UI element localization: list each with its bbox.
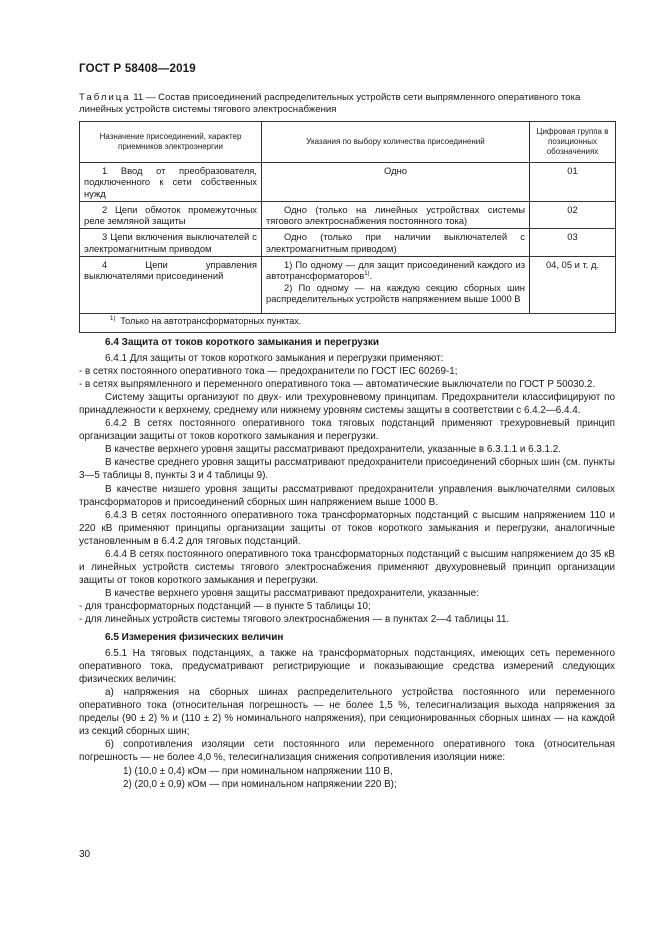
instruction-line: 1) По одному — для защит присоединений каждого из автотрансформаторов$^{1)}$. [266, 259, 525, 282]
body-text [79, 336, 615, 791]
table-cell: 02 [530, 201, 616, 229]
paragraph: 1) (10,0 ± 0,4) кОм — при номинальном напряжении 110 В, [123, 765, 393, 777]
paragraph: а) напряжения на сборных шинах распределительного устройства постоянного или переменного оперативного тока (относительная погрешность — не более 1,5 %, телесигнализация выхода напряжения за пределы (90 ± 2) % и (110 ± 2) % номинального напряжения), при секционированных сборных шинах — на каждой из секций сборных шин; [79, 687, 615, 738]
table-cell: 1 Ввод от преобразователя, подключенного к сети собственных нужд [80, 163, 262, 202]
paragraph: В качестве низшего уровня защиты рассматривают предохранители управления выключателями силовых трансформаторов и присоединений сборных шин напряжением выше 1000 В. [79, 483, 615, 508]
table-row [80, 229, 616, 257]
table-footnote: $^{1)}$ Только на автотрансформаторных пунктах. [80, 314, 616, 333]
table-cell: 4 Цепи управления выключателями присоединений [80, 257, 262, 314]
table-11 [79, 121, 616, 333]
table-footnote-row [80, 314, 616, 333]
paragraph: - в сетях постоянного оперативного тока — предохранители по ГОСТ IEC 60269-1; [79, 366, 458, 378]
paragraph: 6.4.2 В сетях постоянного оперативного тока тяговых подстанций применяют трехуровневый принцип организации защиты от токов короткого замыкания и перегрузки. [79, 418, 615, 443]
paragraph: В качестве верхнего уровня защиты рассматривают предохранители, указанные: [105, 587, 479, 599]
paragraph: В качестве среднего уровня защиты рассматривают предохранители присоединений сборных шин (см. пункты 3—5 таблицы 8, пункты 3 и 4 таблицы 9). [79, 457, 615, 482]
table-header-row [80, 122, 616, 163]
paragraph: Систему защиты организуют по двух- или трехуровневому принципам. Предохранители классифицируют по принадлежности к верхнему, среднему или нижнему уровням системы защиты в соответствии с 6.4.2—6.4.4. [79, 392, 615, 417]
section-heading: 6.4 Защита от токов короткого замыкания и перегрузки [105, 337, 379, 348]
table-cell: 3 Цепи включения выключателей с электромагнитным приводом [80, 229, 262, 257]
paragraph: 6.4.1 Для защиты от токов короткого замыкания и перегрузки применяют: [105, 353, 444, 365]
table-cell: 01 [530, 163, 616, 202]
column-header: Цифровая группа в позиционных обозначениях [530, 122, 616, 163]
page-number: 30 [79, 849, 91, 860]
column-header: Назначение присоединений, характер приемников электроэнергии [80, 122, 262, 163]
table-row [80, 257, 616, 314]
section-heading: 6.5 Измерения физических величин [105, 632, 284, 644]
table-cell: 2 Цепи обмоток промежуточных реле земляной защиты [80, 201, 262, 229]
paragraph: 6.4.4 В сетях постоянного оперативного тока трансформаторных подстанций с высшим напряжением до 35 кВ и линейных устройств системы тягового электроснабжения применяют двухуровневый принцип организации защиты от токов короткого замыкания и перегрузки. [79, 548, 615, 586]
table-row [80, 163, 616, 202]
paragraph: - для линейных устройств системы тягового электроснабжения — в пунктах 2—4 таблицы 11. [79, 613, 510, 625]
footnote-mark: 1) [110, 316, 116, 323]
paragraph: 6.5.1 На тяговых подстанциях, а также на трансформаторных подстанциях, имеющих сеть переменного оперативного тока, предусматривают регистрирующие и показывающие средства измерений следующих физических величин: [79, 648, 615, 686]
paragraph: 2) (20,0 ± 0,9) кОм — при номинальном напряжении 220 В); [123, 778, 397, 790]
table-cell: 04, 05 и т. д. [530, 257, 616, 314]
footnote-ref: 1) [364, 271, 370, 278]
paragraph: 6.4.3 В сетях постоянного оперативного тока трансформаторных подстанций с высшим напряжением 110 и 220 кВ применяют принципы организации защиты от токов короткого замыкания и перегрузки, аналогичные установленным в 6.4.2 для тяговых подстанций. [79, 509, 615, 547]
instruction-line: 2) По одному — на каждую секцию сборных шин распределительных устройств напряжением выше 1000 В [266, 281, 525, 304]
caption-prefix: Таблица [79, 92, 131, 103]
table-cell: Одно (только на линейных устройствах системы тягового электроснабжения постоянного тока) [262, 201, 530, 229]
table-cell: Одно (только при наличии выключателей с электромагнитным приводом) [262, 229, 530, 257]
paragraph: б) сопротивления изоляции сети постоянного или переменного оперативного тока (относительная погрешность — не более 4,0 %, телесигнализация снижения сопротивления изоляции ниже: [79, 739, 615, 764]
caption-text: 11 — Состав присоединений распределительных устройств сети выпрямленного оперативного тока линейных устройств системы тягового электроснабжения [79, 92, 581, 115]
table-cell: 03 [530, 229, 616, 257]
paragraph: В качестве верхнего уровня защиты рассматривают предохранители, указанные в 6.3.1.1 и 6.3.1.2. [105, 444, 562, 456]
table-row [80, 201, 616, 229]
paragraph: - для трансформаторных подстанций — в пункте 5 таблицы 10; [79, 600, 371, 612]
table-cell: Одно [262, 163, 530, 202]
column-header: Указания по выбору количества присоединений [262, 122, 530, 163]
paragraph: - в сетях выпрямленного и переменного оперативного тока — автоматические выключатели по ГОСТ Р 50030.2. [79, 379, 596, 391]
table-caption [79, 92, 615, 115]
document-header: ГОСТ Р 58408—2019 [79, 63, 196, 75]
table-cell [262, 257, 530, 314]
